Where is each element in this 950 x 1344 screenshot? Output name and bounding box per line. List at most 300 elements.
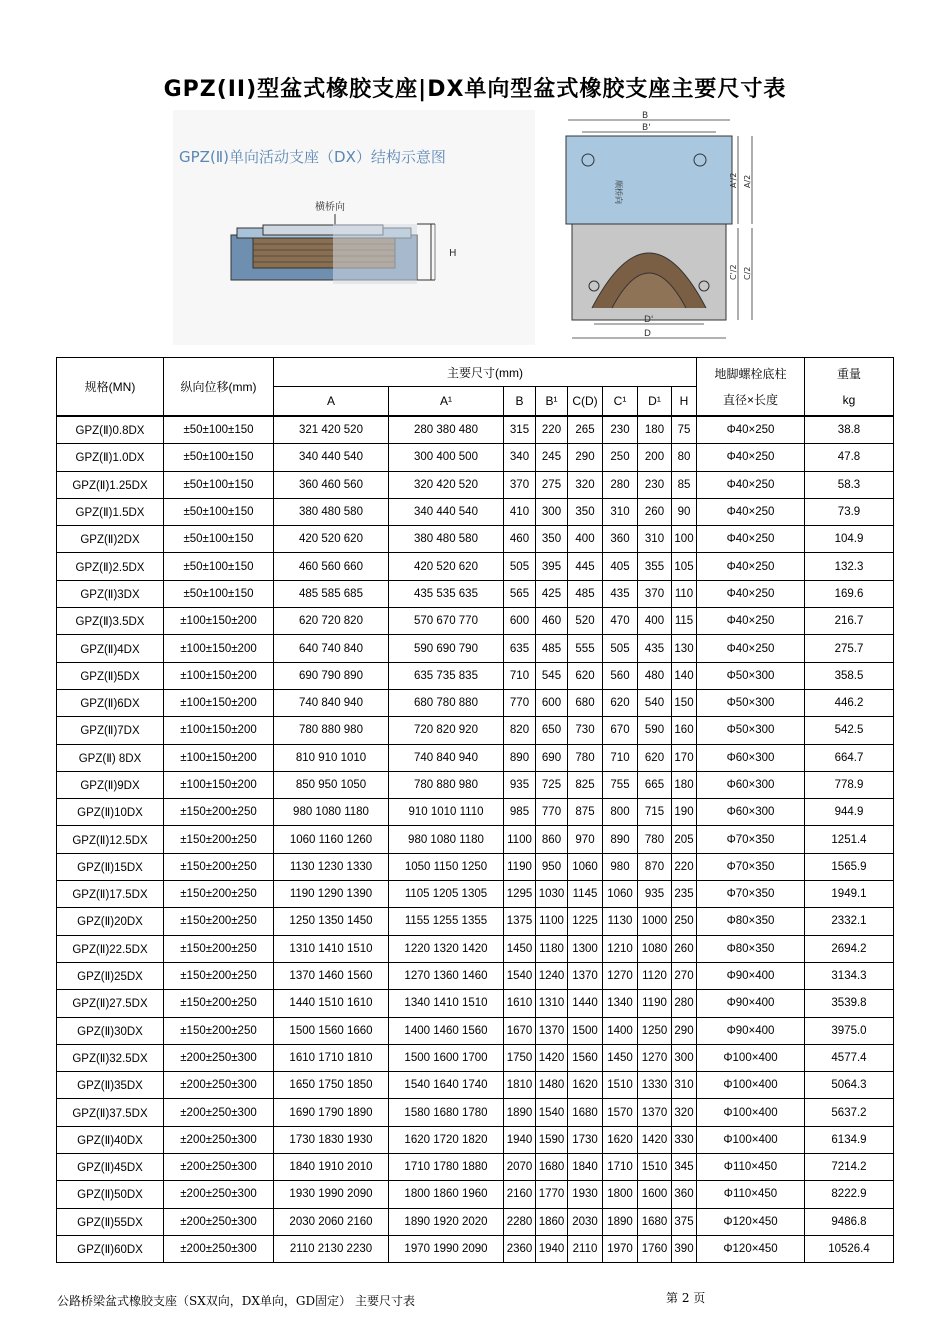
cell-spec: GPZ(Ⅱ)9DX	[57, 771, 164, 798]
table-row	[57, 962, 894, 989]
cell-c1: 1270	[603, 962, 638, 989]
cell-displacement: ±150±200±250	[164, 908, 274, 935]
cell-cd: 1930	[568, 1181, 603, 1208]
cell-a1: 1105 1205 1305	[389, 881, 504, 908]
cell-cd: 350	[568, 498, 603, 525]
cell-b: 2360	[504, 1235, 536, 1262]
cell-a: 1250 1350 1450	[274, 908, 389, 935]
dim-c-prime-half: C'/2	[729, 264, 738, 280]
along-bridge-label: 顺桥向	[614, 180, 623, 204]
cell-d1: 355	[638, 553, 672, 580]
table-row	[57, 689, 894, 716]
cell-h: 235	[672, 881, 697, 908]
cell-b1: 1770	[536, 1181, 568, 1208]
cell-cd: 265	[568, 416, 603, 444]
cell-b1: 1540	[536, 1099, 568, 1126]
table-row	[57, 1235, 894, 1262]
cell-spec: GPZ(Ⅱ)3DX	[57, 580, 164, 607]
cell-a1: 1540 1640 1740	[389, 1072, 504, 1099]
cell-a1: 1710 1780 1880	[389, 1154, 504, 1181]
cell-b: 2160	[504, 1181, 536, 1208]
cell-bolt: Φ40×250	[697, 635, 805, 662]
cell-a1: 1400 1460 1560	[389, 1017, 504, 1044]
cell-b1: 1180	[536, 935, 568, 962]
cell-spec: GPZ(Ⅱ)60DX	[57, 1235, 164, 1262]
cell-a: 1500 1560 1660	[274, 1017, 389, 1044]
cell-displacement: ±50±100±150	[164, 498, 274, 525]
cell-b1: 485	[536, 635, 568, 662]
cell-bolt: Φ60×300	[697, 771, 805, 798]
cell-weight: 104.9	[805, 526, 894, 553]
cell-bolt: Φ100×400	[697, 1072, 805, 1099]
cell-b: 820	[504, 717, 536, 744]
cell-b1: 1310	[536, 990, 568, 1017]
cell-cd: 1300	[568, 935, 603, 962]
cell-h: 220	[672, 853, 697, 880]
dim-b-label: B	[642, 111, 649, 121]
cell-bolt: Φ40×250	[697, 553, 805, 580]
cell-cd: 730	[568, 717, 603, 744]
cell-d1: 1600	[638, 1181, 672, 1208]
cell-h: 105	[672, 553, 697, 580]
cell-bolt: Φ110×450	[697, 1154, 805, 1181]
cell-weight: 5064.3	[805, 1072, 894, 1099]
header-main-dims: 主要尺寸(mm)	[274, 358, 697, 387]
cell-d1: 310	[638, 526, 672, 553]
cell-b: 1450	[504, 935, 536, 962]
cell-displacement: ±150±200±250	[164, 881, 274, 908]
table-row	[57, 662, 894, 689]
cell-a: 485 585 685	[274, 580, 389, 607]
cell-displacement: ±200±250±300	[164, 1235, 274, 1262]
cell-d1: 1120	[638, 962, 672, 989]
cell-c1: 980	[603, 853, 638, 880]
cell-displacement: ±150±200±250	[164, 990, 274, 1017]
cell-displacement: ±100±150±200	[164, 744, 274, 771]
cell-bolt: Φ90×400	[697, 962, 805, 989]
footer-doc-title: 公路桥梁盆式橡胶支座（SX双向，DX单向，GD固定） 主要尺寸表	[57, 1294, 415, 1308]
cell-cd: 555	[568, 635, 603, 662]
cell-h: 390	[672, 1235, 697, 1262]
cell-cd: 1225	[568, 908, 603, 935]
cell-b: 1750	[504, 1044, 536, 1071]
cell-a: 460 560 660	[274, 553, 389, 580]
cell-a: 1840 1910 2010	[274, 1154, 389, 1181]
cell-c1: 280	[603, 471, 638, 498]
cell-b: 460	[504, 526, 536, 553]
cell-cd: 1730	[568, 1126, 603, 1153]
cell-weight: 10526.4	[805, 1235, 894, 1262]
cell-h: 85	[672, 471, 697, 498]
cell-c1: 1620	[603, 1126, 638, 1153]
cell-displacement: ±50±100±150	[164, 416, 274, 444]
cell-h: 140	[672, 662, 697, 689]
header-displacement: 纵向位移(mm)	[164, 358, 274, 417]
cell-b1: 1240	[536, 962, 568, 989]
cell-h: 170	[672, 744, 697, 771]
cell-b: 410	[504, 498, 536, 525]
cell-bolt: Φ40×250	[697, 471, 805, 498]
cell-c1: 800	[603, 799, 638, 826]
cell-weight: 3539.8	[805, 990, 894, 1017]
cell-b: 1375	[504, 908, 536, 935]
table-row	[57, 580, 894, 607]
cell-c1: 1450	[603, 1044, 638, 1071]
cell-bolt: Φ80×350	[697, 908, 805, 935]
cell-weight: 216.7	[805, 608, 894, 635]
cell-cd: 2030	[568, 1208, 603, 1235]
cell-b1: 600	[536, 689, 568, 716]
cell-b: 635	[504, 635, 536, 662]
cell-h: 320	[672, 1099, 697, 1126]
cell-c1: 250	[603, 444, 638, 471]
dim-d-prime-label: D'	[644, 315, 654, 325]
cell-weight: 358.5	[805, 662, 894, 689]
table-row	[57, 717, 894, 744]
cell-a1: 720 820 920	[389, 717, 504, 744]
cell-a: 980 1080 1180	[274, 799, 389, 826]
cell-cd: 1370	[568, 962, 603, 989]
cell-h: 115	[672, 608, 697, 635]
cell-cd: 1060	[568, 853, 603, 880]
header-h: H	[672, 387, 697, 417]
cell-displacement: ±200±250±300	[164, 1208, 274, 1235]
cell-bolt: Φ120×450	[697, 1208, 805, 1235]
cell-displacement: ±200±250±300	[164, 1044, 274, 1071]
cell-d1: 400	[638, 608, 672, 635]
cell-bolt: Φ80×350	[697, 935, 805, 962]
cell-b: 370	[504, 471, 536, 498]
cell-a1: 300 400 500	[389, 444, 504, 471]
cell-a1: 435 535 635	[389, 580, 504, 607]
cell-weight: 169.6	[805, 580, 894, 607]
cell-b: 1295	[504, 881, 536, 908]
cell-weight: 5637.2	[805, 1099, 894, 1126]
table-row	[57, 471, 894, 498]
cell-d1: 780	[638, 826, 672, 853]
cell-bolt: Φ120×450	[697, 1235, 805, 1262]
cell-bolt: Φ40×250	[697, 526, 805, 553]
cell-a1: 1580 1680 1780	[389, 1099, 504, 1126]
cell-c1: 1800	[603, 1181, 638, 1208]
cell-cd: 2110	[568, 1235, 603, 1262]
cell-cd: 680	[568, 689, 603, 716]
cell-bolt: Φ40×250	[697, 416, 805, 444]
cell-displacement: ±150±200±250	[164, 853, 274, 880]
cell-d1: 620	[638, 744, 672, 771]
cell-spec: GPZ(Ⅱ)37.5DX	[57, 1099, 164, 1126]
cell-spec: GPZ(Ⅱ)0.8DX	[57, 416, 164, 444]
cell-b: 710	[504, 662, 536, 689]
cell-cd: 320	[568, 471, 603, 498]
cell-a: 420 520 620	[274, 526, 389, 553]
cell-weight: 7214.2	[805, 1154, 894, 1181]
table-row	[57, 1017, 894, 1044]
cell-weight: 3134.3	[805, 962, 894, 989]
cell-a: 1060 1160 1260	[274, 826, 389, 853]
cell-h: 280	[672, 990, 697, 1017]
cell-a1: 280 380 480	[389, 416, 504, 444]
page-title: GPZ(II)型盆式橡胶支座|DX单向型盆式橡胶支座主要尺寸表	[163, 77, 787, 102]
cell-bolt: Φ90×400	[697, 990, 805, 1017]
header-bolt-line1: 地脚螺栓底柱	[714, 366, 787, 381]
cell-bolt: Φ70×350	[697, 881, 805, 908]
cell-bolt: Φ70×350	[697, 826, 805, 853]
cell-b: 2280	[504, 1208, 536, 1235]
cell-displacement: ±200±250±300	[164, 1072, 274, 1099]
table-row	[57, 990, 894, 1017]
cell-bolt: Φ40×250	[697, 498, 805, 525]
cell-b: 2070	[504, 1154, 536, 1181]
cell-a: 780 880 980	[274, 717, 389, 744]
cell-spec: GPZ(Ⅱ)7DX	[57, 717, 164, 744]
cell-d1: 1330	[638, 1072, 672, 1099]
header-weight-line2: kg	[842, 392, 856, 407]
cell-a1: 1890 1920 2020	[389, 1208, 504, 1235]
cell-a: 1610 1710 1810	[274, 1044, 389, 1071]
cell-a1: 1620 1720 1820	[389, 1126, 504, 1153]
cell-d1: 715	[638, 799, 672, 826]
cell-b: 935	[504, 771, 536, 798]
cell-d1: 1510	[638, 1154, 672, 1181]
header-spec: 规格(MN)	[57, 358, 164, 417]
cell-spec: GPZ(Ⅱ)4DX	[57, 635, 164, 662]
cell-b: 505	[504, 553, 536, 580]
cell-d1: 480	[638, 662, 672, 689]
direction-label: 横桥向	[315, 202, 345, 213]
cell-a1: 1050 1150 1250	[389, 853, 504, 880]
footer-page-number: 第 2 页	[666, 1291, 706, 1305]
cell-b1: 690	[536, 744, 568, 771]
cell-weight: 3975.0	[805, 1017, 894, 1044]
dim-a-half: A/2	[743, 174, 752, 188]
cell-b1: 460	[536, 608, 568, 635]
cell-c1: 505	[603, 635, 638, 662]
cell-a: 1130 1230 1330	[274, 853, 389, 880]
cell-cd: 825	[568, 771, 603, 798]
cell-b: 1940	[504, 1126, 536, 1153]
cell-weight: 1565.9	[805, 853, 894, 880]
dimension-table	[56, 357, 894, 1263]
cell-weight: 2332.1	[805, 908, 894, 935]
cell-a: 1440 1510 1610	[274, 990, 389, 1017]
cell-a: 1370 1460 1560	[274, 962, 389, 989]
dim-c-half: C/2	[743, 266, 752, 280]
cell-h: 330	[672, 1126, 697, 1153]
table-row	[57, 881, 894, 908]
cell-displacement: ±150±200±250	[164, 826, 274, 853]
cell-c1: 670	[603, 717, 638, 744]
cell-d1: 260	[638, 498, 672, 525]
cell-h: 75	[672, 416, 697, 444]
plan-view-drawing	[552, 108, 770, 350]
table-row	[57, 635, 894, 662]
cell-a1: 1220 1320 1420	[389, 935, 504, 962]
cell-c1: 435	[603, 580, 638, 607]
cell-h: 260	[672, 935, 697, 962]
cell-weight: 446.2	[805, 689, 894, 716]
cell-a: 2030 2060 2160	[274, 1208, 389, 1235]
cell-b1: 425	[536, 580, 568, 607]
cell-c1: 470	[603, 608, 638, 635]
cell-spec: GPZ(Ⅱ)10DX	[57, 799, 164, 826]
cell-spec: GPZ(Ⅱ)2.5DX	[57, 553, 164, 580]
table-row	[57, 608, 894, 635]
cell-b: 1190	[504, 853, 536, 880]
cell-h: 300	[672, 1044, 697, 1071]
cell-displacement: ±200±250±300	[164, 1099, 274, 1126]
cell-cd: 1620	[568, 1072, 603, 1099]
cell-d1: 1080	[638, 935, 672, 962]
dim-a-prime-half: A'/2	[729, 172, 738, 188]
cell-spec: GPZ(Ⅱ)1.25DX	[57, 471, 164, 498]
header-a: A	[274, 387, 389, 417]
cell-weight: 8222.9	[805, 1181, 894, 1208]
cell-b: 565	[504, 580, 536, 607]
table-row	[57, 1044, 894, 1071]
table-row	[57, 935, 894, 962]
cell-h: 100	[672, 526, 697, 553]
cell-b: 1540	[504, 962, 536, 989]
cell-bolt: Φ50×300	[697, 662, 805, 689]
cell-displacement: ±200±250±300	[164, 1154, 274, 1181]
cell-a1: 320 420 520	[389, 471, 504, 498]
cell-a: 810 910 1010	[274, 744, 389, 771]
cell-b1: 1860	[536, 1208, 568, 1235]
cell-b: 985	[504, 799, 536, 826]
cell-bolt: Φ100×400	[697, 1099, 805, 1126]
cell-b1: 1940	[536, 1235, 568, 1262]
cell-displacement: ±100±150±200	[164, 635, 274, 662]
cell-weight: 9486.8	[805, 1208, 894, 1235]
cell-b1: 1030	[536, 881, 568, 908]
height-label: H	[449, 248, 457, 259]
cell-h: 205	[672, 826, 697, 853]
cross-section-drawing	[173, 110, 535, 345]
cell-weight: 47.8	[805, 444, 894, 471]
cell-a1: 420 520 620	[389, 553, 504, 580]
table-row	[57, 826, 894, 853]
cell-b: 770	[504, 689, 536, 716]
cell-h: 250	[672, 908, 697, 935]
cell-displacement: ±150±200±250	[164, 799, 274, 826]
table-row	[57, 1126, 894, 1153]
cell-spec: GPZ(Ⅱ)20DX	[57, 908, 164, 935]
cell-spec: GPZ(Ⅱ)6DX	[57, 689, 164, 716]
cell-cd: 1440	[568, 990, 603, 1017]
cell-d1: 1760	[638, 1235, 672, 1262]
cell-spec: GPZ(Ⅱ)35DX	[57, 1072, 164, 1099]
table-row	[57, 526, 894, 553]
cell-bolt: Φ40×250	[697, 580, 805, 607]
cell-spec: GPZ(Ⅱ)12.5DX	[57, 826, 164, 853]
cell-b: 600	[504, 608, 536, 635]
cell-bolt: Φ90×400	[697, 1017, 805, 1044]
cell-d1: 1370	[638, 1099, 672, 1126]
cell-spec: GPZ(Ⅱ)40DX	[57, 1126, 164, 1153]
header-weight-line1: 重量	[836, 366, 861, 381]
cell-c1: 405	[603, 553, 638, 580]
cell-h: 290	[672, 1017, 697, 1044]
cell-weight: 275.7	[805, 635, 894, 662]
cell-d1: 1680	[638, 1208, 672, 1235]
cell-a: 1310 1410 1510	[274, 935, 389, 962]
cell-a: 1730 1830 1930	[274, 1126, 389, 1153]
cell-b: 1890	[504, 1099, 536, 1126]
cell-a: 640 740 840	[274, 635, 389, 662]
cell-displacement: ±100±150±200	[164, 689, 274, 716]
header-b1: B¹	[536, 387, 568, 417]
cell-a: 1930 1990 2090	[274, 1181, 389, 1208]
header-a1: A¹	[389, 387, 504, 417]
cell-a1: 780 880 980	[389, 771, 504, 798]
cell-h: 190	[672, 799, 697, 826]
header-c1: C¹	[603, 387, 638, 417]
header-bolt	[697, 358, 805, 417]
cell-b: 1100	[504, 826, 536, 853]
cell-a: 2110 2130 2230	[274, 1235, 389, 1262]
cell-a: 1190 1290 1390	[274, 881, 389, 908]
cell-b1: 1370	[536, 1017, 568, 1044]
cell-b1: 1100	[536, 908, 568, 935]
cell-weight: 664.7	[805, 744, 894, 771]
cell-spec: GPZ(Ⅱ)32.5DX	[57, 1044, 164, 1071]
cell-spec: GPZ(Ⅱ)15DX	[57, 853, 164, 880]
cell-bolt: Φ100×400	[697, 1044, 805, 1071]
diagram-caption: GPZ(Ⅱ)单向活动支座（DX）结构示意图	[179, 148, 446, 166]
cell-displacement: ±100±150±200	[164, 662, 274, 689]
cell-a: 1690 1790 1890	[274, 1099, 389, 1126]
cell-d1: 665	[638, 771, 672, 798]
cell-c1: 890	[603, 826, 638, 853]
cell-b1: 220	[536, 416, 568, 444]
cell-spec: GPZ(Ⅱ)3.5DX	[57, 608, 164, 635]
cell-a1: 1800 1860 1960	[389, 1181, 504, 1208]
cell-a1: 380 480 580	[389, 526, 504, 553]
cell-d1: 370	[638, 580, 672, 607]
cell-c1: 1710	[603, 1154, 638, 1181]
cell-h: 160	[672, 717, 697, 744]
cell-cd: 1560	[568, 1044, 603, 1071]
cell-d1: 540	[638, 689, 672, 716]
table-row	[57, 1099, 894, 1126]
cell-a1: 1270 1360 1460	[389, 962, 504, 989]
cell-b1: 950	[536, 853, 568, 880]
cell-spec: GPZ(Ⅱ)22.5DX	[57, 935, 164, 962]
cell-b1: 770	[536, 799, 568, 826]
cell-a: 850 950 1050	[274, 771, 389, 798]
table-row	[57, 744, 894, 771]
cell-spec: GPZ(Ⅱ)25DX	[57, 962, 164, 989]
cell-b1: 1480	[536, 1072, 568, 1099]
cell-c1: 1400	[603, 1017, 638, 1044]
cell-displacement: ±150±200±250	[164, 1017, 274, 1044]
cell-spec: GPZ(Ⅱ)5DX	[57, 662, 164, 689]
header-cd: C(D)	[568, 387, 603, 417]
cell-b1: 725	[536, 771, 568, 798]
cell-c1: 1890	[603, 1208, 638, 1235]
cell-cd: 1500	[568, 1017, 603, 1044]
cell-c1: 710	[603, 744, 638, 771]
cell-a1: 680 780 880	[389, 689, 504, 716]
cell-bolt: Φ100×400	[697, 1126, 805, 1153]
table-row	[57, 553, 894, 580]
cell-b1: 1420	[536, 1044, 568, 1071]
cell-b1: 350	[536, 526, 568, 553]
cell-h: 110	[672, 580, 697, 607]
cell-bolt: Φ60×300	[697, 799, 805, 826]
cell-b1: 245	[536, 444, 568, 471]
